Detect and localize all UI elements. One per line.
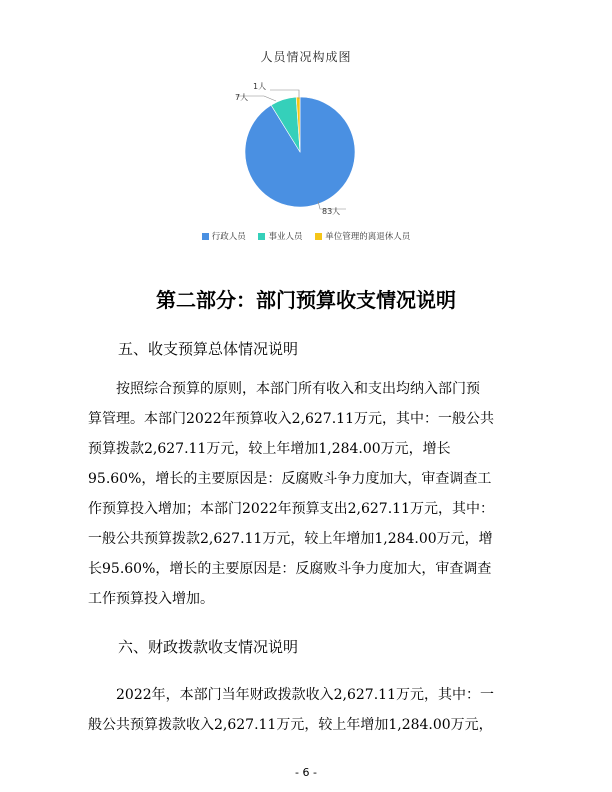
slice-label-admin: 83人 <box>322 207 341 216</box>
part-title: 第二部分：部门预算收支情况说明 <box>156 288 456 312</box>
paragraph-line: 作预算投入增加；本部门2022年预算支出2,627.11万元，其中： <box>88 501 494 517</box>
paragraph-line: 算管理。本部门2022年预算收入2,627.11万元，其中：一般公共 <box>88 411 494 427</box>
pie-chart <box>0 0 612 230</box>
paragraph-line: 95.60%，增长的主要原因是：反腐败斗争力度加大，审查调查工 <box>88 471 492 487</box>
legend-item-career <box>258 230 302 242</box>
paragraph-line: 长95.60%，增长的主要原因是：反腐败斗争力度加大，审查调查 <box>88 561 492 577</box>
slice-label-career: 7人 <box>235 93 249 102</box>
paragraph-line: 2022年，本部门当年财政拨款收入2,627.11万元，其中：一 <box>116 687 494 703</box>
legend-swatch-admin <box>202 233 209 240</box>
section5-paragraph <box>88 374 528 614</box>
legend-item-retired <box>315 230 410 242</box>
legend-swatch-career <box>258 233 265 240</box>
page-number: - 6 - <box>295 766 317 779</box>
legend-label-retired: 单位管理的离退休人员 <box>325 232 411 242</box>
paragraph-line: 预算拨款2,627.11万元，较上年增加1,284.00万元，增长 <box>88 441 451 457</box>
pie-slices <box>245 97 355 207</box>
legend-label-admin: 行政人员 <box>211 232 246 242</box>
paragraph-line: 按照综合预算的原则，本部门所有收入和支出均纳入部门预 <box>116 381 480 397</box>
legend-label-career: 事业人员 <box>268 232 303 242</box>
paragraph-line: 一般公共预算拨款2,627.11万元，较上年增加1,284.00万元，增 <box>88 531 493 547</box>
section-heading-5: 五、收支预算总体情况说明 <box>118 340 299 358</box>
chart-title: 人员情况构成图 <box>260 50 352 64</box>
chart-legend <box>0 230 612 242</box>
paragraph-line: 工作预算投入增加。 <box>88 591 214 607</box>
section6-paragraph <box>88 680 528 740</box>
paragraph-line: 般公共预算拨款收入2,627.11万元，较上年增加1,284.00万元， <box>88 717 493 733</box>
legend-swatch-retired <box>315 233 322 240</box>
slice-label-retired: 1人 <box>253 82 267 91</box>
legend-item-admin <box>202 230 246 242</box>
section-heading-6: 六、财政拨款收支情况说明 <box>118 638 299 656</box>
